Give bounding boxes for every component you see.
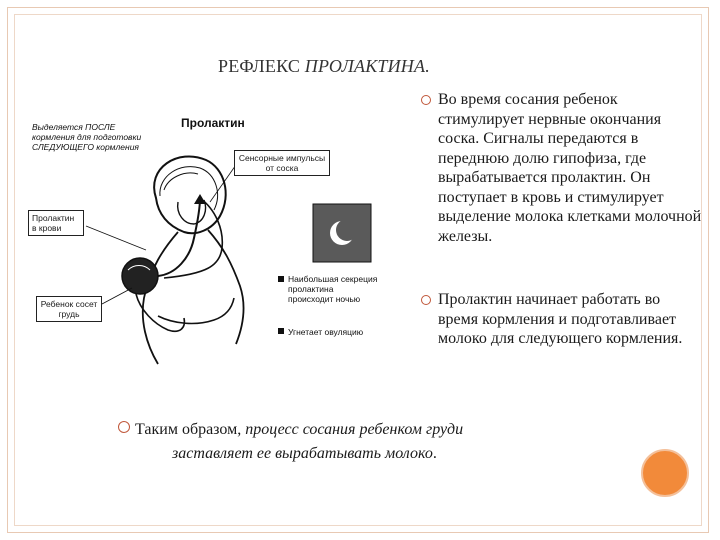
figure-box-sensory: Сенсорные импульсы от соска	[234, 150, 330, 176]
bullet-marker-2	[421, 295, 431, 305]
figure-box-baby: Ребенок сосет грудь	[36, 296, 102, 322]
summary-italic-1: процесс сосания ребенком груди	[245, 421, 464, 438]
prolactin-reflex-illustration	[28, 98, 418, 368]
figure-note-ovulation: Угнетает овуляцию	[288, 327, 364, 337]
slide-title-italic: ПРОЛАКТИНА.	[304, 56, 430, 76]
figure-box-prolactin-blood: Пролактин в крови	[28, 210, 84, 236]
figure-note-night: Наибольшая секреция пролактина происходит ночью	[288, 274, 378, 304]
summary-bullet-marker	[118, 421, 130, 433]
figure-left-note: Выделяется ПОСЛЕ кормления для подготовки СЛЕДУЮЩЕГО кормления	[32, 122, 142, 152]
figure-heading: Пролактин	[181, 116, 245, 130]
decorative-orange-circle	[641, 449, 689, 497]
bullet-marker-1	[421, 95, 431, 105]
summary-text	[135, 418, 595, 466]
summary-end: .	[432, 445, 437, 462]
slide-title-plain: РЕФЛЕКС	[218, 56, 305, 76]
summary-italic-2: заставляет ее вырабатывать молоко	[172, 445, 433, 462]
bullet-text-2: Пролактин начинает работать во время кормления и подготавливает молоко для следующего кормления.	[438, 291, 683, 347]
bullet-text-1: Во время сосания ребенок стимулирует нервные окончания соска. Сигналы передаются в переднюю долю гипофиза, где вырабатывается пролактин. Он поступает в кровь и стимулирует выделение молока клетками молочной железы.	[438, 91, 702, 245]
summary-plain: Таким образом,	[135, 421, 246, 438]
slide-title	[218, 56, 430, 77]
